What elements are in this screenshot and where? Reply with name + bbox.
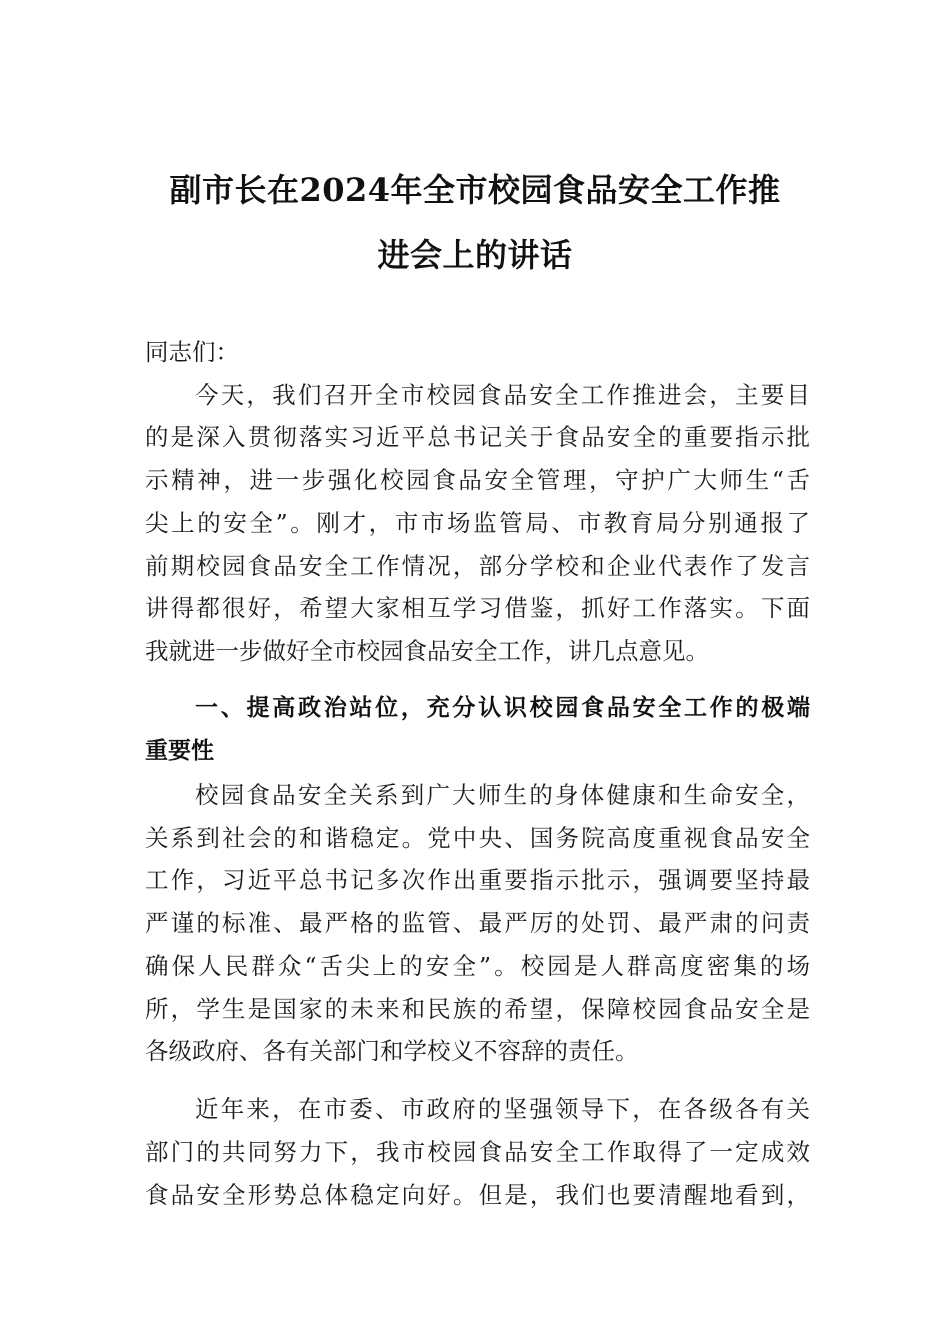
paragraph-line: 确保人民群众“舌尖上的安全”。校园是人群高度密集的场 (145, 952, 810, 980)
paragraph-line: 的是深入贯彻落实习近平总书记关于食品安全的重要指示批 (145, 423, 810, 451)
paragraph-line: 讲得都很好，希望大家相互学习借鉴，抓好工作落实。下面 (145, 594, 810, 622)
paragraph-line: 所，学生是国家的未来和民族的希望，保障校园食品安全是 (145, 995, 810, 1023)
section-heading: 重要性 (145, 738, 214, 764)
document-title-line-2: 进会上的讲话 (377, 236, 573, 274)
paragraph-line: 工作，习近平总书记多次作出重要指示批示，强调要坚持最 (145, 866, 810, 894)
paragraph-line: 前期校园食品安全工作情况，部分学校和企业代表作了发言 (145, 552, 810, 580)
paragraph-line: 各级政府、各有关部门和学校义不容辞的责任。 (145, 1037, 639, 1065)
paragraph-line: 食品安全形势总体稳定向好。但是，我们也要清醒地看到， (145, 1181, 810, 1209)
paragraph-line: 关系到社会的和谐稳定。党中央、国务院高度重视食品安全 (145, 824, 810, 852)
paragraph-line: 尖上的安全”。刚才，市市场监管局、市教育局分别通报了 (145, 509, 810, 537)
paragraph-line: 部门的共同努力下，我市校园食品安全工作取得了一定成效 (145, 1138, 810, 1166)
paragraph-line: 我就进一步做好全市校园食品安全工作，讲几点意见。 (145, 637, 709, 665)
section-heading: 一、提高政治站位，充分认识校园食品安全工作的极端 (195, 695, 810, 721)
paragraph-line: 近年来，在市委、市政府的坚强领导下，在各级各有关 (195, 1095, 810, 1123)
paragraph-line: 校园食品安全关系到广大师生的身体健康和生命安全， (195, 781, 810, 809)
paragraph-line: 严谨的标准、最严格的监管、最严厉的处罚、最严肃的问责 (145, 909, 810, 937)
paragraph-line: 今天，我们召开全市校园食品安全工作推进会，主要目 (195, 381, 810, 409)
paragraph-line: 示精神，进一步强化校园食品安全管理，守护广大师生“舌 (145, 466, 810, 494)
document-title-line-1: 副市长在2024年全市校园食品安全工作推 (169, 171, 781, 209)
salutation: 同志们： (145, 338, 239, 366)
